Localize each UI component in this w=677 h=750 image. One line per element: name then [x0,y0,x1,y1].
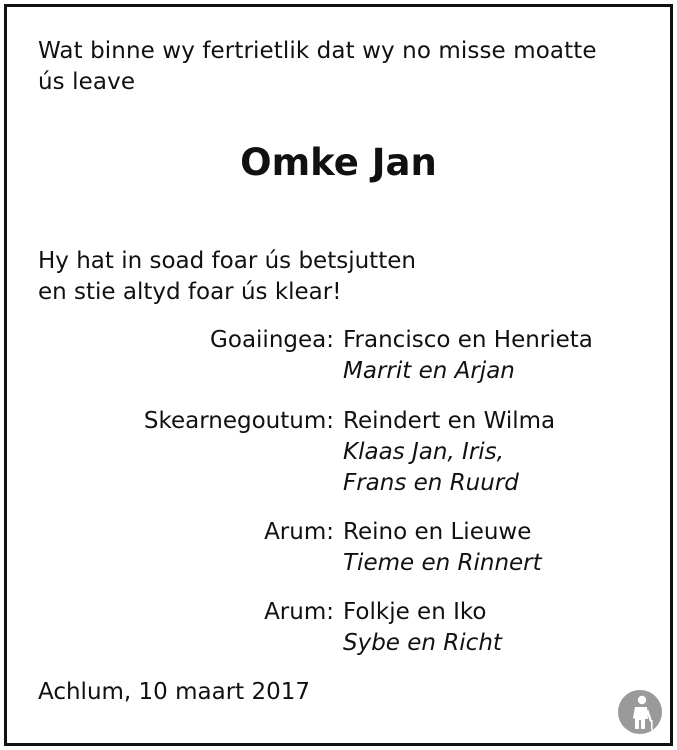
intro-line-1: Wat binne wy fertrietlik dat wy no misse moatte [38,38,597,64]
intro-line-2: ús leave [38,69,136,95]
family-adults: Folkje en Iko [343,599,487,625]
family-children: Frans en Ruurd [343,470,519,496]
family-names [343,517,542,579]
family-names [343,325,593,387]
place-and-date: Achlum, 10 maart 2017 [38,679,311,705]
intro-text [38,36,597,98]
family-place: Arum: [264,519,334,545]
family-children: Tieme en Rinnert [343,550,542,576]
deceased-name: Omke Jan [240,141,437,184]
family-children: Sybe en Richt [343,630,502,656]
family-names [343,597,502,659]
tribute-line-2: en stie altyd foar ús klear! [38,279,342,305]
family-place: Arum: [264,599,334,625]
family-names [343,406,555,499]
tribute-text [38,246,416,308]
family-adults: Reindert en Wilma [343,408,556,434]
family-children: Marrit en Arjan [343,358,515,384]
family-adults: Reino en Lieuwe [343,519,532,545]
family-place: Skearnegoutum: [143,408,334,434]
family-children: Klaas Jan, Iris, [343,439,504,465]
family-place: Goaiingea: [210,327,334,353]
family-adults: Francisco en Henrieta [343,327,593,353]
memorial-figure-icon [617,689,663,735]
tribute-line-1: Hy hat in soad foar ús betsjutten [38,248,416,274]
